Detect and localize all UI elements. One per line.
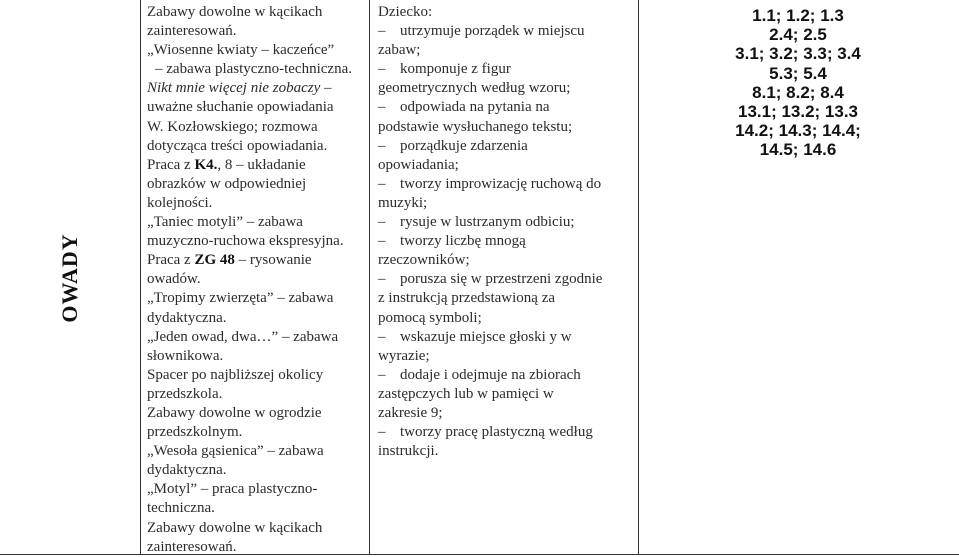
outcome-line: zastępczych lub w pamięci w bbox=[378, 385, 554, 402]
activity-line: Praca z K4., 8 – układanie bbox=[147, 156, 306, 173]
activity-line: „Tropimy zwierzęta” – zabawa bbox=[147, 290, 334, 307]
activity-line: dotycząca treści opowiadania. bbox=[147, 137, 328, 154]
outcome-item: – rysuje w lustrzanym odbiciu; bbox=[378, 214, 575, 231]
activity-line: W. Kozłowskiego; rozmowa bbox=[147, 118, 318, 135]
code-line: 13.1; 13.2; 13.3 bbox=[737, 102, 859, 122]
code-line: 1.1; 1.2; 1.3 bbox=[752, 6, 844, 25]
outcome-item: – utrzymuje porządek w miejscu bbox=[378, 23, 585, 40]
activity-line: zainteresowań. bbox=[147, 23, 237, 40]
outcome-item: – porządkuje zdarzenia bbox=[378, 137, 528, 154]
activity-line: słownikowa. bbox=[147, 347, 224, 364]
activity-line: uważne słuchanie opowiadania bbox=[147, 99, 334, 116]
activity-line: Zabawy dowolne w kącikach bbox=[147, 4, 323, 20]
outcome-line: wyrazie; bbox=[378, 347, 430, 364]
activity-line: Zabawy dowolne w kącikach bbox=[147, 519, 323, 536]
activity-line: przedszkolnym. bbox=[147, 424, 243, 441]
codes-cell bbox=[638, 6, 958, 160]
activity-line: Spacer po najbliższej okolicy bbox=[147, 366, 324, 383]
activity-line: Praca z ZG 48 – rysowanie bbox=[147, 252, 312, 269]
activity-line: zainteresowań. bbox=[147, 538, 237, 555]
outcome-line: zabaw; bbox=[378, 42, 421, 59]
activity-line: „Taniec motyli” – zabawa bbox=[147, 214, 303, 231]
column-divider bbox=[140, 0, 141, 555]
theme-cell bbox=[0, 0, 140, 555]
outcome-item: – tworzy liczbę mnogą bbox=[378, 233, 526, 250]
activity-line: dydaktyczna. bbox=[147, 309, 227, 326]
activity-line: obrazków w odpowiedniej bbox=[147, 175, 307, 192]
code-line: 5.3; 5.4 bbox=[769, 63, 827, 83]
activity-line: owadów. bbox=[147, 271, 201, 288]
column-divider bbox=[369, 0, 370, 555]
activity-line: „Jeden owad, dwa…” – zabawa bbox=[147, 328, 339, 345]
activity-line: techniczna. bbox=[147, 500, 215, 517]
outcome-item: – odpowiada na pytania na bbox=[378, 99, 550, 116]
outcome-item: – wskazuje miejsce głoski y w bbox=[378, 328, 572, 345]
outcome-line: muzyki; bbox=[378, 194, 428, 211]
outcome-item: – tworzy improwizację ruchową do bbox=[378, 175, 602, 192]
code-line: 14.2; 14.3; 14.4; bbox=[735, 121, 861, 141]
code-line: 3.1; 3.2; 3.3; 3.4 bbox=[735, 44, 861, 64]
outcomes-cell bbox=[378, 3, 628, 461]
activity-line: – zabawa plastyczno-techniczna. bbox=[155, 61, 352, 78]
code-line: 2.4; 2.5 bbox=[769, 25, 827, 45]
activity-line: Zabawy dowolne w ogrodzie bbox=[147, 404, 322, 421]
activity-line: „Wiosenne kwiaty – kaczeńce” bbox=[147, 42, 335, 59]
outcome-line: rzeczowników; bbox=[378, 252, 470, 269]
activity-line: muzyczno-ruchowa ekspresyjna. bbox=[147, 233, 344, 250]
activity-line: Nikt mnie więcej nie zobaczy – bbox=[147, 80, 332, 97]
code-line: 8.1; 8.2; 8.4 bbox=[752, 82, 844, 102]
activities-cell bbox=[147, 3, 352, 557]
outcome-line: zakresie 9; bbox=[378, 404, 443, 421]
activity-line: „Wesoła gąsienica” – zabawa bbox=[147, 443, 324, 460]
outcome-line: z instrukcją przedstawioną za bbox=[378, 290, 556, 307]
outcome-item: – porusza się w przestrzeni zgodnie bbox=[378, 271, 603, 288]
theme-title: OWADY bbox=[57, 233, 82, 323]
outcome-line: geometrycznych według wzoru; bbox=[378, 80, 571, 97]
outcome-item: – dodaje i odejmuje na zbiorach bbox=[378, 366, 581, 383]
outcome-line: podstawie wysłuchanego tekstu; bbox=[378, 118, 573, 135]
outcome-line: instrukcji. bbox=[378, 443, 439, 460]
activity-line: dydaktyczna. bbox=[147, 462, 227, 479]
outcome-item: – komponuje z figur bbox=[378, 61, 511, 78]
code-line: 14.5; 14.6 bbox=[759, 140, 837, 160]
activity-line: „Motyl” – praca plastyczno- bbox=[147, 481, 318, 498]
activity-line: kolejności. bbox=[147, 194, 213, 211]
activity-line: przedszkola. bbox=[147, 385, 223, 402]
outcome-line: pomocą symboli; bbox=[378, 309, 482, 326]
outcomes-header: Dziecko: bbox=[378, 4, 433, 20]
outcome-line: opowiadania; bbox=[378, 156, 459, 173]
outcome-item: – tworzy pracę plastyczną według bbox=[378, 424, 593, 441]
